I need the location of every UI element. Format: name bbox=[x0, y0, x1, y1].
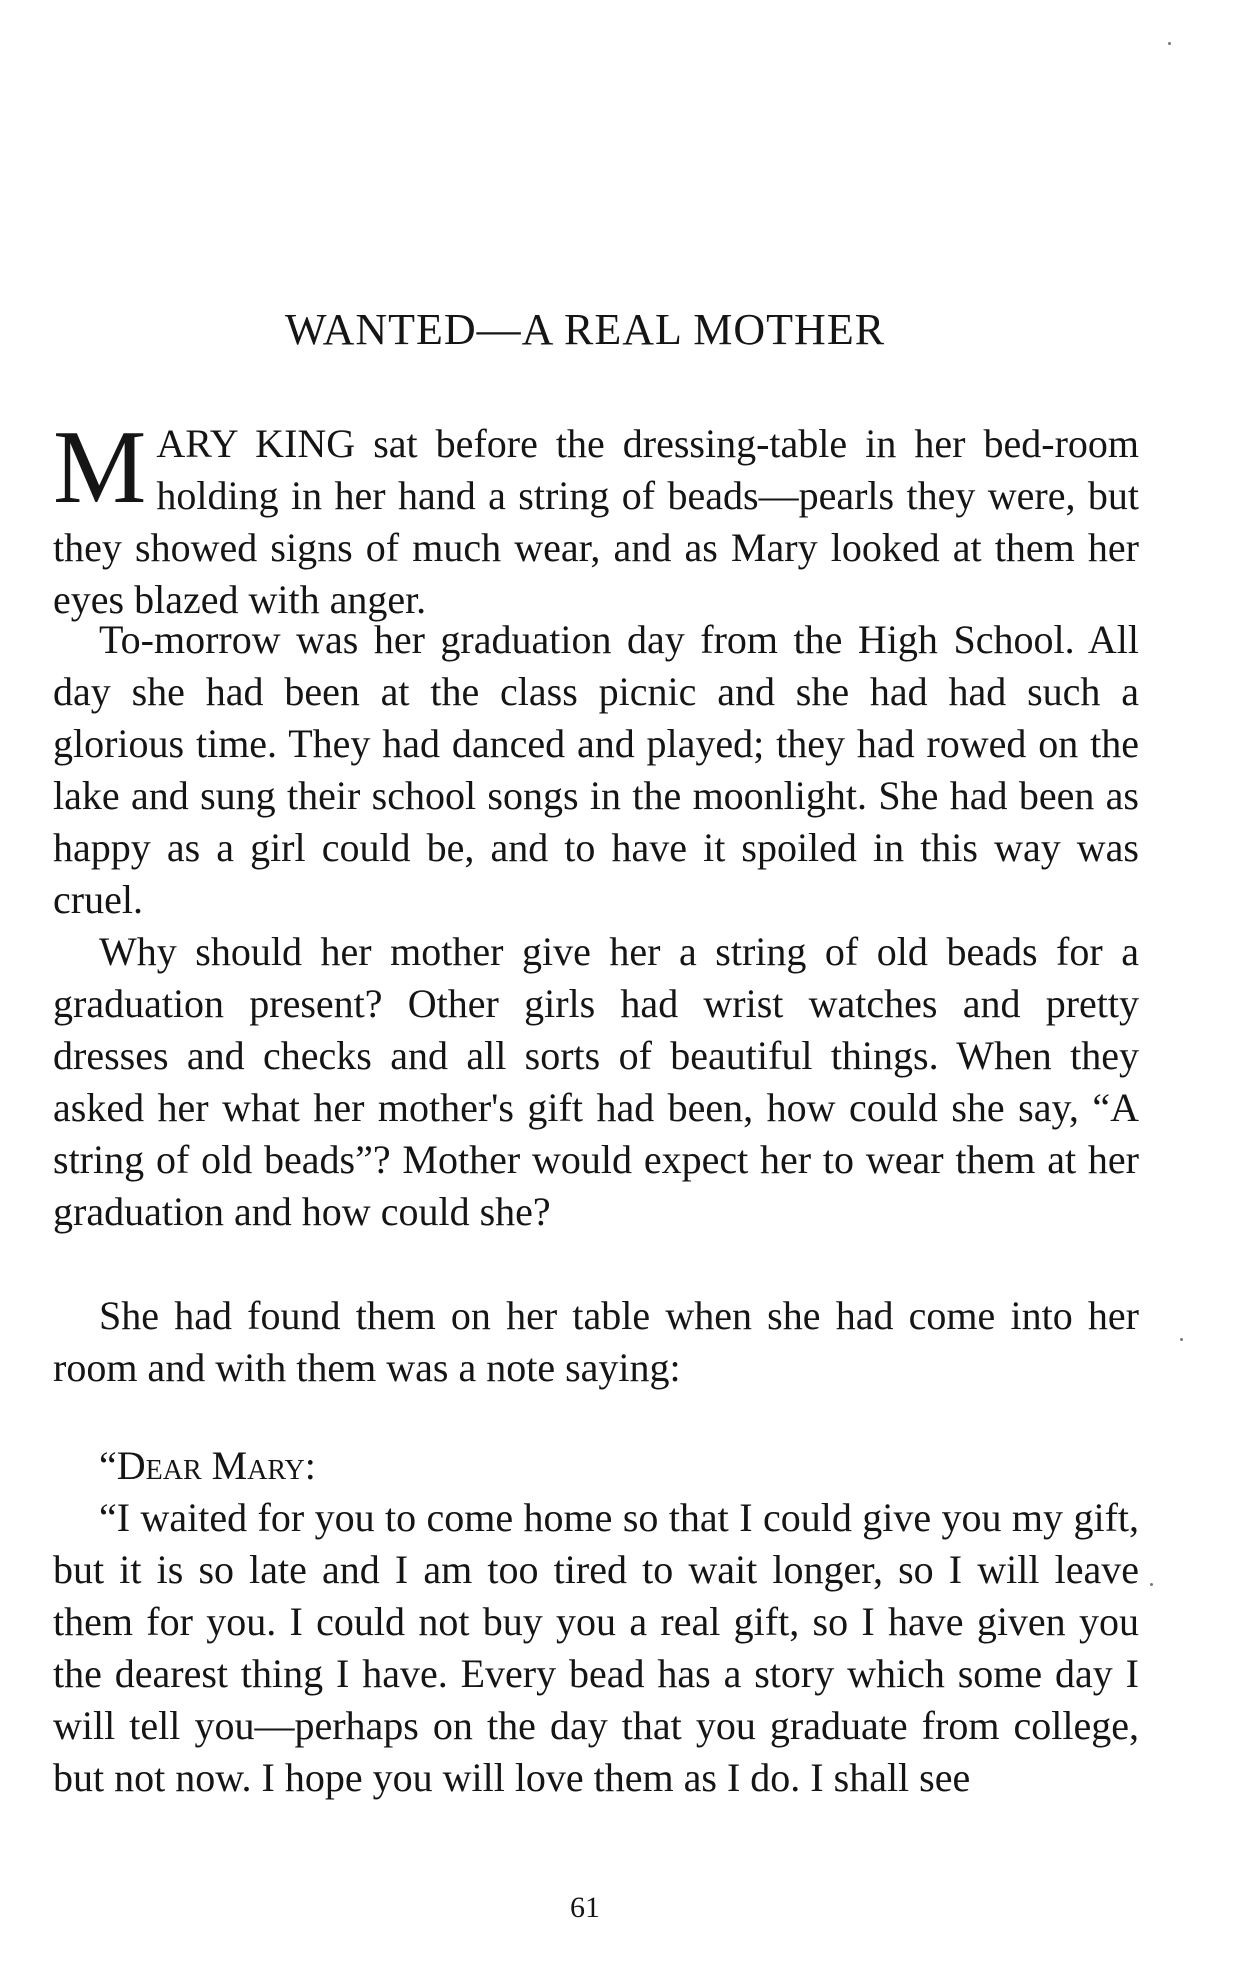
scan-speck bbox=[1168, 42, 1171, 45]
scan-speck bbox=[1180, 1338, 1183, 1341]
drop-cap-letter: M bbox=[53, 408, 147, 525]
paragraph-opening bbox=[53, 408, 1139, 626]
paragraph-opening-text: ARY KING sat before the dressing-table in her bed-room holding in her hand a string of beads—pearls they were, but they showed signs of much wear, and as Mary looked at them her eyes blazed with anger. bbox=[53, 421, 1139, 622]
letter-body: “I waited for you to come home so that I could give you my gift, but it is so late and I am too tired to wait longer, so I will leave them for you. I could not buy you a real gift, so I have given you the dearest thing I have. Every bead has a story which some day I will tell you—perhaps on the day that you graduate from college, but not now. I hope you will love them as I do. I shall see bbox=[53, 1495, 1139, 1800]
scan-speck bbox=[1150, 1583, 1153, 1586]
paragraph-graduation-day: To-morrow was her graduation day from the High School. All day she had been at the class picnic and she had had such a glorious time. They had danced and played; they had rowed on the lake and sung their school songs in the moonlight. She had been as happy as a girl could be, and to have it spoiled in this way was cruel. bbox=[53, 617, 1139, 922]
paragraph-found-note: She had found them on her table when she had come into her room and with them was a note saying: bbox=[53, 1293, 1139, 1390]
paragraph-old-beads: Why should her mother give her a string of old beads for a graduation present? Other girls had wrist watches and pretty dresses and checks and all sorts of beautiful things. When they asked her what her mother's gift had been, how could she say, “A string of old beads”? Mother would expect her to wear them at her graduation and how could she? bbox=[53, 929, 1139, 1234]
letter-salutation: “Dear Mary: bbox=[99, 1443, 316, 1488]
chapter-title: WANTED—A REAL MOTHER bbox=[284, 305, 886, 354]
page-number: 61 bbox=[570, 1891, 600, 1924]
